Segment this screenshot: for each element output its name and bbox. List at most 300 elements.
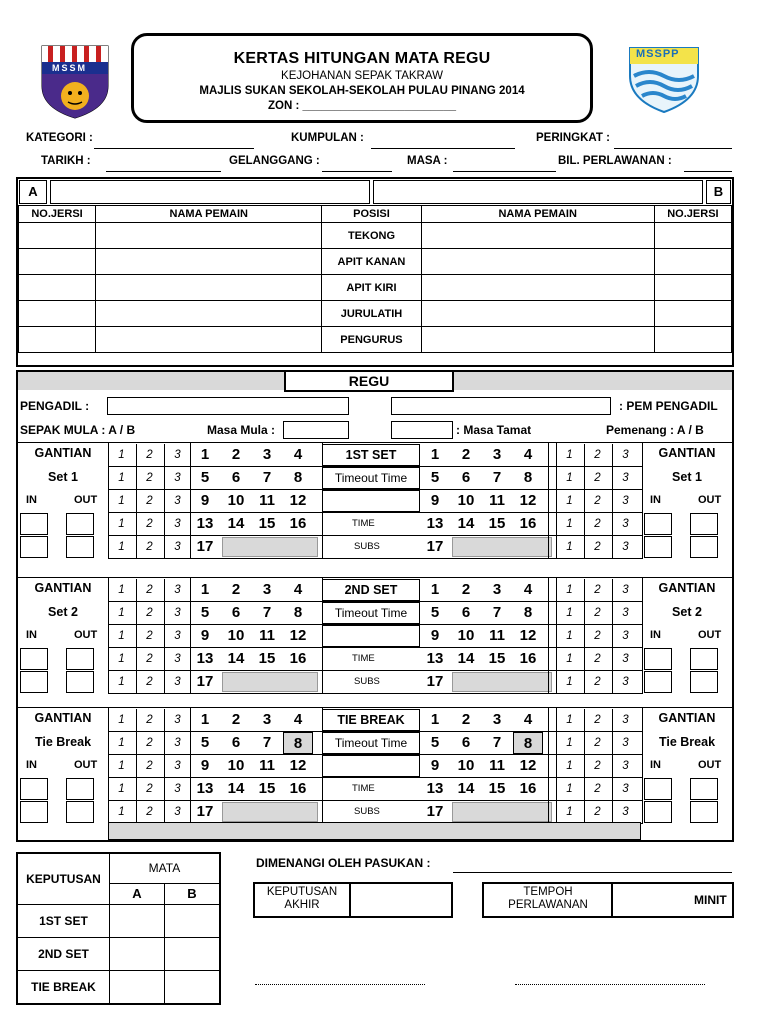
sub-number-b[interactable]: 1 xyxy=(556,648,582,670)
sub-in-box-left[interactable] xyxy=(20,648,48,670)
sub-number-b[interactable]: 1 xyxy=(556,625,582,647)
score-point-b[interactable]: 3 xyxy=(492,581,502,598)
sub-number-a[interactable]: 3 xyxy=(164,579,190,601)
gelanggang-label: GELANGGANG : xyxy=(229,155,320,167)
score-point-b[interactable]: 15 xyxy=(488,515,506,532)
score-point-a[interactable]: 7 xyxy=(262,734,272,751)
jersi-b-cell[interactable] xyxy=(654,327,731,353)
sub-out-box-right[interactable] xyxy=(690,513,718,535)
score-point-b[interactable]: 3 xyxy=(492,711,502,728)
score-point-b[interactable]: 4 xyxy=(523,711,533,728)
sub-number-b[interactable]: 1 xyxy=(556,732,582,754)
score-1st-b[interactable] xyxy=(164,905,220,938)
masa-field[interactable] xyxy=(453,171,556,172)
sub-number-a[interactable]: 1 xyxy=(108,513,134,535)
sub-number-a[interactable]: 3 xyxy=(164,801,190,823)
score-point-b[interactable]: 12 xyxy=(519,757,537,774)
score-point-b[interactable]: 10 xyxy=(457,757,475,774)
peringkat-field[interactable] xyxy=(614,148,732,149)
sub-number-b[interactable]: 1 xyxy=(556,778,582,800)
score-point-a[interactable]: 4 xyxy=(293,711,303,728)
sub-number-b[interactable]: 2 xyxy=(584,467,610,489)
pengadil-label: PENGADIL : xyxy=(20,399,90,413)
sub-number-a[interactable]: 2 xyxy=(136,536,162,558)
score-point-a[interactable]: 2 xyxy=(231,446,241,463)
jersi-b-cell[interactable] xyxy=(654,275,731,301)
jersi-b-cell[interactable] xyxy=(654,249,731,275)
score-point-b[interactable]: 15 xyxy=(488,780,506,797)
score-point-b[interactable]: 2 xyxy=(461,711,471,728)
sub-number-b[interactable]: 3 xyxy=(612,444,638,466)
score-point-b[interactable]: 13 xyxy=(426,650,444,667)
col-jersi-a: NO.JERSI xyxy=(19,206,96,223)
nama-a-cell[interactable] xyxy=(96,327,322,353)
sub-number-a[interactable]: 3 xyxy=(164,648,190,670)
sub-number-a[interactable]: 1 xyxy=(108,490,134,512)
score-point-a[interactable]: 11 xyxy=(259,627,275,644)
sub-number-b[interactable]: 2 xyxy=(584,648,610,670)
sub-number-a[interactable]: 2 xyxy=(136,732,162,754)
score-point-b[interactable]: 7 xyxy=(492,604,502,621)
nama-b-cell[interactable] xyxy=(421,301,654,327)
score-tb-b[interactable] xyxy=(164,971,220,1005)
sub-number-a[interactable]: 1 xyxy=(108,648,134,670)
score-point-a[interactable]: 15 xyxy=(258,780,276,797)
score-point-b[interactable]: 6 xyxy=(461,469,471,486)
sub-out-box-left[interactable] xyxy=(66,778,94,800)
in-label-right: IN xyxy=(650,759,661,771)
score-point-a[interactable]: 16 xyxy=(289,650,307,667)
zon-field[interactable]: ________________________ xyxy=(302,100,456,112)
jersi-a-cell[interactable] xyxy=(19,275,96,301)
sub-in-box-right[interactable] xyxy=(644,671,672,693)
jersi-a-cell[interactable] xyxy=(19,301,96,327)
sub-number-a[interactable]: 1 xyxy=(108,467,134,489)
sub-number-b[interactable]: 3 xyxy=(612,709,638,731)
sub-number-b[interactable]: 3 xyxy=(612,732,638,754)
score-point-a[interactable]: 14 xyxy=(227,515,245,532)
score-point-b[interactable]: 7 xyxy=(492,734,502,751)
nama-b-cell[interactable] xyxy=(421,275,654,301)
score-point-b[interactable]: 16 xyxy=(519,780,537,797)
sub-number-a[interactable]: 1 xyxy=(108,709,134,731)
score-2nd-a[interactable] xyxy=(109,938,164,971)
score-point-b[interactable]: 9 xyxy=(430,492,440,509)
sub-number-b[interactable]: 1 xyxy=(556,671,582,693)
timeout-field[interactable] xyxy=(322,755,420,777)
sub-number-b[interactable]: 2 xyxy=(584,778,610,800)
score-point-a[interactable]: 4 xyxy=(293,581,303,598)
sub-number-b[interactable]: 2 xyxy=(584,732,610,754)
event-name: KEJOHANAN SEPAK TAKRAW xyxy=(281,70,443,82)
score-point-a[interactable]: 12 xyxy=(289,627,307,644)
bil-label: BIL. PERLAWANAN : xyxy=(558,155,672,167)
signature-line-left[interactable] xyxy=(255,984,425,985)
jersi-b-cell[interactable] xyxy=(654,223,731,249)
dimenangi-field[interactable] xyxy=(453,872,732,873)
score-point-a[interactable]: 1 xyxy=(200,581,210,598)
sub-number-b[interactable]: 1 xyxy=(556,579,582,601)
score-point-b[interactable]: 16 xyxy=(519,515,537,532)
score-point-a[interactable]: 14 xyxy=(227,780,245,797)
tarikh-field[interactable] xyxy=(106,171,221,172)
player-row xyxy=(19,327,732,353)
msspp-logo xyxy=(624,42,704,114)
sub-number-b[interactable]: 2 xyxy=(584,444,610,466)
sub-out-box-right[interactable] xyxy=(690,801,718,823)
timeout-time: Timeout Time xyxy=(322,602,420,624)
score-point-a[interactable]: 10 xyxy=(227,757,245,774)
sub-number-b[interactable]: 2 xyxy=(584,490,610,512)
sub-number-a[interactable]: 2 xyxy=(136,579,162,601)
score-point-b[interactable]: 9 xyxy=(430,627,440,644)
minit-label: MINIT xyxy=(694,893,727,907)
score-point-a[interactable]: 12 xyxy=(289,757,307,774)
sub-out-box-left[interactable] xyxy=(66,671,94,693)
sub-number-a[interactable]: 3 xyxy=(164,778,190,800)
score-point-a[interactable]: 5 xyxy=(200,604,210,621)
score-point-a[interactable]: 9 xyxy=(200,627,210,644)
sub-number-b[interactable]: 2 xyxy=(584,536,610,558)
score-point-b[interactable]: 7 xyxy=(492,469,502,486)
posisi-cell: APIT KIRI xyxy=(322,275,421,301)
sub-number-b[interactable]: 3 xyxy=(612,671,638,693)
sub-number-a[interactable]: 1 xyxy=(108,801,134,823)
score-point-a[interactable]: 4 xyxy=(293,446,303,463)
score-point-b[interactable]: 1 xyxy=(430,446,440,463)
column-divider xyxy=(322,707,323,824)
score-point-b[interactable]: 17 xyxy=(426,803,444,820)
score-point-b[interactable]: 13 xyxy=(426,515,444,532)
in-label-right: IN xyxy=(650,494,661,506)
score-point-a[interactable]: 3 xyxy=(262,711,272,728)
sub-number-a[interactable]: 1 xyxy=(108,671,134,693)
nama-b-cell[interactable] xyxy=(421,249,654,275)
set-label-right: Set 2 xyxy=(672,605,702,619)
score-point-a[interactable]: 8 xyxy=(293,469,303,486)
score-point-a[interactable]: 15 xyxy=(258,650,276,667)
sub-number-b[interactable]: 3 xyxy=(612,801,638,823)
score-point-b[interactable]: 6 xyxy=(461,734,471,751)
timeout-field[interactable] xyxy=(322,490,420,512)
score-point-b[interactable]: 6 xyxy=(461,604,471,621)
jersi-a-cell[interactable] xyxy=(19,327,96,353)
score-point-b[interactable]: 11 xyxy=(489,627,505,644)
sub-number-b[interactable]: 3 xyxy=(612,467,638,489)
score-point-a[interactable]: 6 xyxy=(231,469,241,486)
jersi-a-cell[interactable] xyxy=(19,223,96,249)
sub-number-a[interactable]: 3 xyxy=(164,602,190,624)
sub-number-a[interactable]: 1 xyxy=(108,732,134,754)
tempoh-label: TEMPOH PERLAWANAN xyxy=(508,886,588,911)
score-point-a[interactable]: 5 xyxy=(200,734,210,751)
score-point-a[interactable]: 10 xyxy=(227,492,245,509)
score-point-b[interactable]: 14 xyxy=(457,780,475,797)
score-point-b[interactable]: 16 xyxy=(519,650,537,667)
nama-a-cell[interactable] xyxy=(96,223,322,249)
sub-out-box-right[interactable] xyxy=(690,671,718,693)
sub-number-b[interactable]: 1 xyxy=(556,602,582,624)
score-point-b[interactable]: 17 xyxy=(426,538,444,555)
score-point-a[interactable]: 16 xyxy=(289,780,307,797)
sub-number-a[interactable]: 1 xyxy=(108,755,134,777)
score-point-b[interactable]: 8 xyxy=(513,732,543,754)
sub-number-b[interactable]: 2 xyxy=(584,513,610,535)
sub-number-a[interactable]: 3 xyxy=(164,513,190,535)
masa-tamat-field[interactable] xyxy=(391,421,453,439)
sub-in-box-right[interactable] xyxy=(644,801,672,823)
nama-a-cell[interactable] xyxy=(96,275,322,301)
sub-number-b[interactable]: 1 xyxy=(556,755,582,777)
team-a-name-field[interactable] xyxy=(50,180,370,204)
score-tb-a[interactable] xyxy=(109,971,164,1005)
score-point-a[interactable]: 2 xyxy=(231,581,241,598)
score-point-b[interactable]: 11 xyxy=(489,492,505,509)
sub-out-box-left[interactable] xyxy=(66,648,94,670)
sub-number-b[interactable]: 1 xyxy=(556,467,582,489)
score-point-a[interactable]: 17 xyxy=(196,538,214,555)
zon-label: ZON : xyxy=(267,100,300,112)
score-point-b[interactable]: 11 xyxy=(489,757,505,774)
score-point-b[interactable]: 15 xyxy=(488,650,506,667)
score-gray-bar xyxy=(452,537,552,557)
timeout-time: Timeout Time xyxy=(322,467,420,489)
score-point-b[interactable]: 2 xyxy=(461,446,471,463)
kategori-label: KATEGORI : xyxy=(26,132,93,144)
sub-number-a[interactable]: 2 xyxy=(136,801,162,823)
sub-out-box-left[interactable] xyxy=(66,513,94,535)
bil-field[interactable] xyxy=(684,171,732,172)
signature-line-right[interactable] xyxy=(515,984,705,985)
sub-number-b[interactable]: 3 xyxy=(612,778,638,800)
score-point-a[interactable]: 11 xyxy=(259,757,275,774)
score-point-b[interactable]: 8 xyxy=(523,469,533,486)
score-point-a[interactable]: 7 xyxy=(262,604,272,621)
sub-number-a[interactable]: 3 xyxy=(164,671,190,693)
sub-number-b[interactable]: 2 xyxy=(584,625,610,647)
score-point-a[interactable]: 13 xyxy=(196,515,214,532)
sub-out-box-right[interactable] xyxy=(690,648,718,670)
sub-number-b[interactable]: 1 xyxy=(556,490,582,512)
column-divider xyxy=(642,707,643,824)
posisi-cell: JURULATIH xyxy=(322,301,421,327)
sub-in-box-right[interactable] xyxy=(644,536,672,558)
sub-number-b[interactable]: 2 xyxy=(584,671,610,693)
nama-a-cell[interactable] xyxy=(96,249,322,275)
jersi-b-cell[interactable] xyxy=(654,301,731,327)
score-point-b[interactable]: 5 xyxy=(430,604,440,621)
score-point-a[interactable]: 10 xyxy=(227,627,245,644)
sub-number-a[interactable]: 2 xyxy=(136,671,162,693)
score-point-a[interactable]: 8 xyxy=(293,604,303,621)
row-divider xyxy=(108,558,642,559)
in-label-left: IN xyxy=(26,759,37,771)
score-point-a[interactable]: 12 xyxy=(289,492,307,509)
sub-number-b[interactable]: 3 xyxy=(612,579,638,601)
score-point-a[interactable]: 8 xyxy=(283,732,313,754)
sub-number-b[interactable]: 3 xyxy=(612,648,638,670)
pem-pengadil-field[interactable] xyxy=(391,397,611,415)
sub-number-b[interactable]: 1 xyxy=(556,513,582,535)
sub-number-a[interactable]: 3 xyxy=(164,490,190,512)
time-label: TIME xyxy=(352,653,375,664)
row-divider xyxy=(108,777,642,778)
score-1st-a[interactable] xyxy=(109,905,164,938)
team-b-name-field[interactable] xyxy=(373,180,703,204)
sub-number-a[interactable]: 1 xyxy=(108,579,134,601)
score-point-a[interactable]: 9 xyxy=(200,757,210,774)
score-point-a[interactable]: 1 xyxy=(200,446,210,463)
sub-in-box-right[interactable] xyxy=(644,513,672,535)
sub-number-b[interactable]: 3 xyxy=(612,602,638,624)
jersi-a-cell[interactable] xyxy=(19,249,96,275)
sub-in-box-left[interactable] xyxy=(20,513,48,535)
sub-number-a[interactable]: 2 xyxy=(136,755,162,777)
score-point-a[interactable]: 6 xyxy=(231,604,241,621)
score-point-a[interactable]: 6 xyxy=(231,734,241,751)
sub-number-b[interactable]: 2 xyxy=(584,579,610,601)
score-point-a[interactable]: 16 xyxy=(289,515,307,532)
row-divider xyxy=(108,512,642,513)
sub-out-box-left[interactable] xyxy=(66,536,94,558)
keputusan-label: KEPUTUSAN xyxy=(17,853,109,905)
score-point-a[interactable]: 2 xyxy=(231,711,241,728)
timeout-time: Timeout Time xyxy=(322,732,420,754)
keputusan-akhir-field[interactable] xyxy=(353,886,451,916)
score-point-b[interactable]: 12 xyxy=(519,627,537,644)
nama-b-cell[interactable] xyxy=(421,223,654,249)
sub-number-a[interactable]: 2 xyxy=(136,467,162,489)
sub-number-a[interactable]: 2 xyxy=(136,602,162,624)
score-point-b[interactable]: 12 xyxy=(519,492,537,509)
sub-number-b[interactable]: 2 xyxy=(584,602,610,624)
in-label-right: IN xyxy=(650,629,661,641)
regu-bar-right xyxy=(454,372,732,390)
score-point-b[interactable]: 10 xyxy=(457,492,475,509)
sub-number-b[interactable]: 1 xyxy=(556,444,582,466)
score-point-a[interactable]: 7 xyxy=(262,469,272,486)
masa-mula-field[interactable] xyxy=(283,421,349,439)
gelanggang-field[interactable] xyxy=(322,171,392,172)
score-point-b[interactable]: 17 xyxy=(426,673,444,690)
sub-number-a[interactable]: 3 xyxy=(164,536,190,558)
sub-number-b[interactable]: 2 xyxy=(584,709,610,731)
score-point-a[interactable]: 15 xyxy=(258,515,276,532)
score-point-a[interactable]: 17 xyxy=(196,673,214,690)
set-name: 1ST SET xyxy=(322,444,420,466)
sub-number-a[interactable]: 2 xyxy=(136,778,162,800)
sub-number-a[interactable]: 2 xyxy=(136,709,162,731)
score-point-b[interactable]: 10 xyxy=(457,627,475,644)
score-point-b[interactable]: 2 xyxy=(461,581,471,598)
set-name: TIE BREAK xyxy=(322,709,420,731)
sub-number-a[interactable]: 3 xyxy=(164,732,190,754)
sub-number-a[interactable]: 2 xyxy=(136,648,162,670)
score-point-a[interactable]: 3 xyxy=(262,581,272,598)
gantian-label-right: GANTIAN xyxy=(658,711,716,725)
column-divider xyxy=(642,442,643,559)
sub-out-box-right[interactable] xyxy=(690,536,718,558)
sub-number-b[interactable]: 1 xyxy=(556,536,582,558)
score-point-a[interactable]: 3 xyxy=(262,446,272,463)
score-point-a[interactable]: 5 xyxy=(200,469,210,486)
sub-number-b[interactable]: 3 xyxy=(612,755,638,777)
score-point-b[interactable]: 8 xyxy=(523,604,533,621)
sub-number-a[interactable]: 3 xyxy=(164,755,190,777)
score-point-a[interactable]: 9 xyxy=(200,492,210,509)
timeout-field[interactable] xyxy=(322,625,420,647)
sub-number-b[interactable]: 1 xyxy=(556,709,582,731)
score-point-b[interactable]: 5 xyxy=(430,734,440,751)
row-divider xyxy=(108,754,642,755)
pengadil-field[interactable] xyxy=(107,397,349,415)
sub-number-a[interactable]: 1 xyxy=(108,625,134,647)
score-point-a[interactable]: 13 xyxy=(196,780,214,797)
sub-out-box-right[interactable] xyxy=(690,778,718,800)
sub-number-a[interactable]: 2 xyxy=(136,625,162,647)
kategori-field[interactable] xyxy=(94,148,254,149)
sub-number-b[interactable]: 2 xyxy=(584,755,610,777)
score-point-b[interactable]: 5 xyxy=(430,469,440,486)
score-point-b[interactable]: 9 xyxy=(430,757,440,774)
sub-number-b[interactable]: 3 xyxy=(612,536,638,558)
score-point-a[interactable]: 13 xyxy=(196,650,214,667)
sub-in-box-right[interactable] xyxy=(644,778,672,800)
score-point-b[interactable]: 14 xyxy=(457,650,475,667)
sub-number-a[interactable]: 1 xyxy=(108,444,134,466)
score-point-a[interactable]: 14 xyxy=(227,650,245,667)
sub-number-a[interactable]: 3 xyxy=(164,467,190,489)
set-name: 2ND SET xyxy=(322,579,420,601)
sub-in-box-left[interactable] xyxy=(20,536,48,558)
score-2nd-b[interactable] xyxy=(164,938,220,971)
score-point-b[interactable]: 1 xyxy=(430,711,440,728)
sub-number-a[interactable]: 1 xyxy=(108,602,134,624)
sub-out-box-left[interactable] xyxy=(66,801,94,823)
sub-in-box-left[interactable] xyxy=(20,801,48,823)
score-point-a[interactable]: 1 xyxy=(200,711,210,728)
sub-number-a[interactable]: 2 xyxy=(136,444,162,466)
sub-in-box-left[interactable] xyxy=(20,778,48,800)
sub-number-a[interactable]: 3 xyxy=(164,709,190,731)
sub-number-a[interactable]: 1 xyxy=(108,778,134,800)
sub-number-a[interactable]: 3 xyxy=(164,625,190,647)
sub-number-b[interactable]: 2 xyxy=(584,801,610,823)
score-point-b[interactable]: 14 xyxy=(457,515,475,532)
score-point-b[interactable]: 1 xyxy=(430,581,440,598)
kumpulan-field[interactable] xyxy=(371,148,515,149)
score-point-b[interactable]: 4 xyxy=(523,446,533,463)
score-point-a[interactable]: 11 xyxy=(259,492,275,509)
nama-b-cell[interactable] xyxy=(421,327,654,353)
set-label-right: Set 1 xyxy=(672,470,702,484)
sub-in-box-left[interactable] xyxy=(20,671,48,693)
score-point-a[interactable]: 17 xyxy=(196,803,214,820)
sub-number-a[interactable]: 3 xyxy=(164,444,190,466)
sub-number-a[interactable]: 2 xyxy=(136,513,162,535)
score-point-b[interactable]: 13 xyxy=(426,780,444,797)
score-point-b[interactable]: 4 xyxy=(523,581,533,598)
sub-in-box-right[interactable] xyxy=(644,648,672,670)
sub-number-b[interactable]: 1 xyxy=(556,801,582,823)
sub-number-b[interactable]: 3 xyxy=(612,490,638,512)
sub-number-a[interactable]: 2 xyxy=(136,490,162,512)
sub-number-b[interactable]: 3 xyxy=(612,625,638,647)
sub-number-a[interactable]: 1 xyxy=(108,536,134,558)
score-point-b[interactable]: 3 xyxy=(492,446,502,463)
nama-a-cell[interactable] xyxy=(96,301,322,327)
sub-number-b[interactable]: 3 xyxy=(612,513,638,535)
